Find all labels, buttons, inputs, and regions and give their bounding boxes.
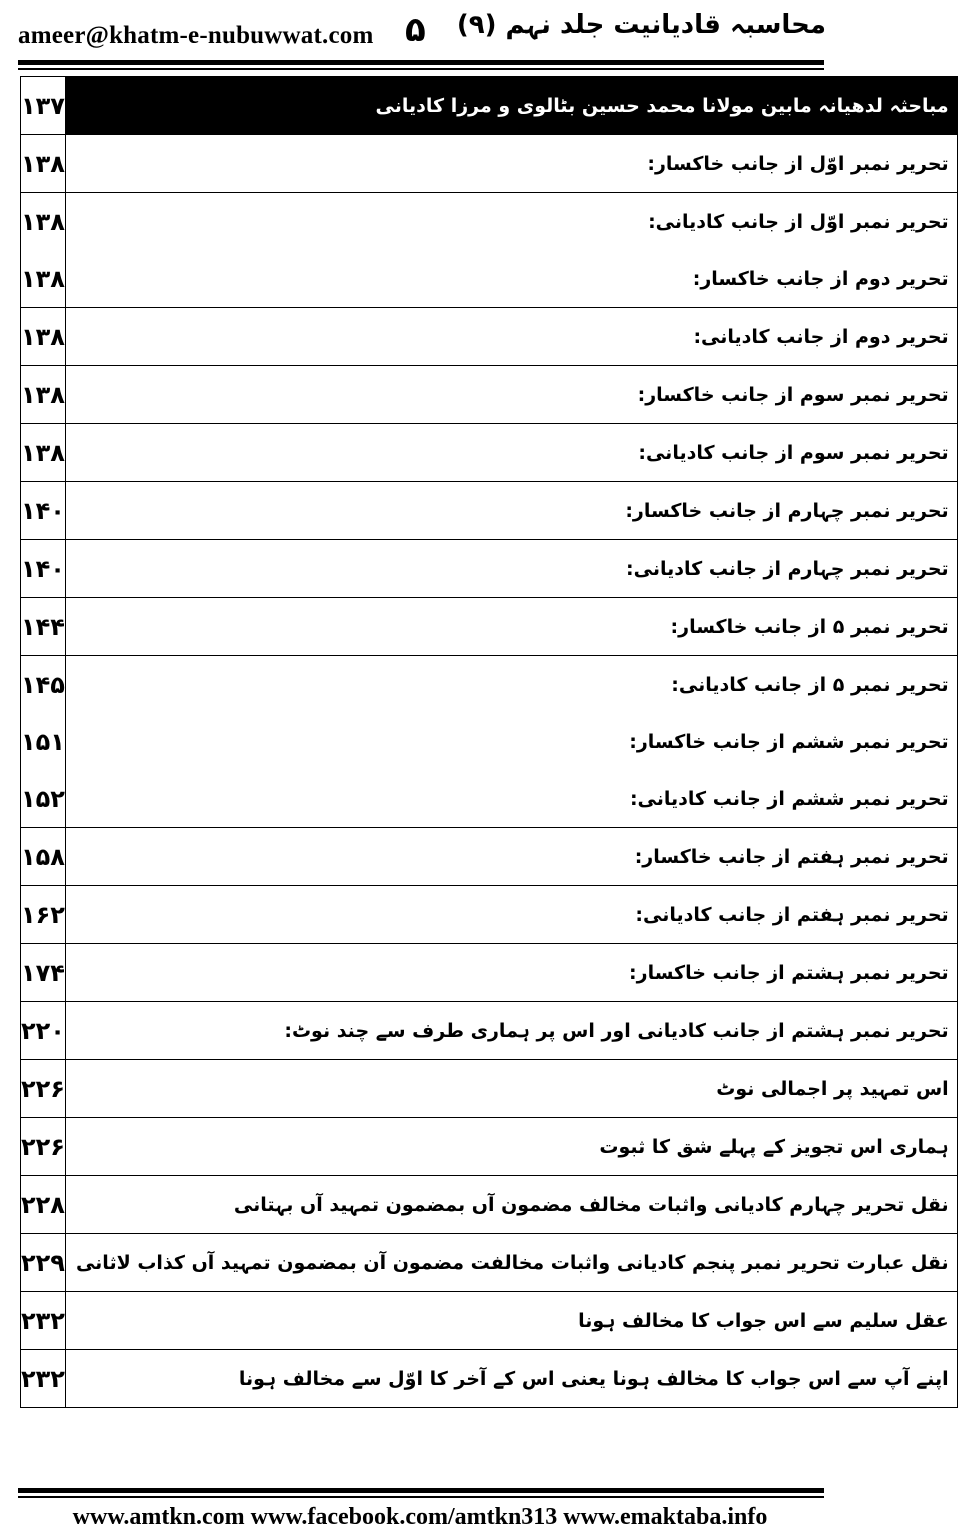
toc-entry-title: تحریر نمبر ششم از جانب خاکسار:: [629, 730, 949, 753]
toc-title-cell: [65, 828, 957, 886]
toc-title-cell: [65, 656, 957, 828]
toc-entry-page: ۲۲۹: [21, 1248, 65, 1277]
toc-page-cell: [21, 944, 66, 1002]
toc-page-cell: [21, 828, 66, 886]
toc-entry-page: ۲۲۶: [21, 1074, 65, 1103]
toc-entry-title: تحریر نمبر ششم از جانب کادیانی:: [629, 787, 949, 810]
toc-row: [21, 944, 958, 1002]
toc-page-cell: [21, 77, 66, 135]
toc-entry-title: تحریر نمبر چہارم از جانب خاکسار:: [625, 499, 949, 522]
toc-page-cell: [21, 656, 66, 828]
toc-title-cell: [65, 308, 957, 366]
toc-entry-title: نقل عبارت تحریر نمبر پنجم کادیانی واثبات مخالفت مضمون آن بمضمون تمہید آں کذاب لاثانی: [75, 1251, 949, 1274]
header-rule-thin: [18, 68, 824, 70]
toc-row: [21, 1234, 958, 1292]
toc-page-cell: [21, 1060, 66, 1118]
toc-entry-page: ۱۳۸: [21, 322, 65, 351]
toc-entry-page: ۱۵۸: [21, 842, 65, 871]
toc-row: [21, 886, 958, 944]
toc-page-cell: [21, 366, 66, 424]
toc-entry-title: تحریر دوم از جانب کادیانی:: [693, 325, 949, 348]
toc-entry-page: ۲۲۰: [21, 1016, 65, 1045]
toc-entry-title: تحریر نمبر ہفتم از جانب کادیانی:: [635, 903, 949, 926]
toc-title-cell: [65, 193, 957, 308]
toc-page-cell: [21, 1292, 66, 1350]
toc-page-cell: [21, 1234, 66, 1292]
toc-entry-title: تحریر نمبر ۵ از جانب خاکسار:: [670, 615, 949, 638]
toc-entry-page: ۱۳۸: [21, 438, 65, 467]
header-rule-thick: [18, 60, 824, 65]
toc-entry-page: ۲۲۸: [21, 1190, 65, 1219]
toc-entry-page: ۱۳۸: [21, 380, 65, 409]
toc-title-cell: [65, 886, 957, 944]
toc-title-cell: [65, 598, 957, 656]
toc-entry-title: تحریر نمبر چہارم از جانب کادیانی:: [626, 557, 949, 580]
toc-entry-title: تحریر نمبر اوّل از جانب خاکسار:: [647, 152, 949, 175]
toc-row: [21, 135, 958, 193]
toc-entry-title: اپنے آپ سے اس جواب کا مخالف ہونا یعنی اس کے آخر کا اوّل سے مخالف ہونا: [238, 1367, 949, 1390]
toc-row: [21, 482, 958, 540]
toc-entry-page: ۱۴۵: [21, 670, 65, 699]
toc-row: [21, 1350, 958, 1408]
toc-page-cell: [21, 1118, 66, 1176]
toc-entry-title: نقل تحریر چہارم کادیانی واثبات مخالف مضمون آں بمضمون تمہید آں بہتانی: [233, 1193, 949, 1216]
toc-entry-page: ۱۶۲: [21, 900, 65, 929]
toc-row: [21, 1292, 958, 1350]
toc-row: [21, 1060, 958, 1118]
toc-page-cell: [21, 1350, 66, 1408]
toc-title-cell: [65, 424, 957, 482]
toc-page-cell: [21, 193, 66, 308]
toc-title-cell: [65, 77, 957, 135]
toc-title-cell: [65, 1176, 957, 1234]
toc-entry-title: تحریر نمبر ہشتم از جانب کادیانی اور اس پر ہماری طرف سے چند نوٹ:: [284, 1019, 949, 1042]
toc-entry-page: ۱۴۰: [21, 496, 65, 525]
toc-entry-page: ۱۳۸: [21, 264, 65, 293]
toc-page-cell: [21, 1176, 66, 1234]
toc-page-cell: [21, 540, 66, 598]
toc-entry-title: تحریر نمبر اوّل از جانب کادیانی:: [648, 210, 949, 233]
toc-title-cell: [65, 482, 957, 540]
toc-entry-page: ۲۳۲: [21, 1306, 65, 1335]
toc-entry-page: ۱۷۴: [21, 958, 65, 987]
toc-page-cell: [21, 424, 66, 482]
toc-entry-page: ۱۵۱: [21, 727, 65, 756]
footer-links: www.amtkn.com www.facebook.com/amtkn313 www.emaktaba.info: [72, 1504, 768, 1530]
toc-entry-title: عقل سلیم سے اس جواب کا مخالف ہونا: [578, 1309, 949, 1332]
toc-row: [21, 1118, 958, 1176]
toc-heading-title: مباحثہ لدھیانہ مابین مولانا محمد حسین بٹالوی و مرزا کادیانی: [375, 94, 949, 117]
toc-row: [21, 598, 958, 656]
footer-rule-thick: [18, 1488, 824, 1493]
toc-entry-page: ۱۵۲: [21, 784, 65, 813]
toc-entry-page: ۱۳۸: [21, 149, 65, 178]
toc-page-cell: [21, 598, 66, 656]
header-email: ameer@khatm-e-nubuwwat.com: [18, 22, 374, 49]
toc-entry-title: تحریر دوم از جانب خاکسار:: [692, 267, 949, 290]
toc-entry-page: ۱۴۰: [21, 554, 65, 583]
toc-page-cell: [21, 1002, 66, 1060]
toc-row: [21, 308, 958, 366]
page-header: [0, 0, 840, 62]
toc-title-cell: [65, 1118, 957, 1176]
toc-entry-title: تحریر نمبر ہشتم از جانب خاکسار:: [629, 961, 949, 984]
toc-row: [21, 193, 958, 308]
toc-entry-page: ۱۴۴: [21, 612, 65, 641]
toc-entry-page: ۱۳۸: [21, 207, 65, 236]
toc-entry-page: ۲۲۶: [21, 1132, 65, 1161]
toc-page-cell: [21, 308, 66, 366]
toc-title-cell: [65, 366, 957, 424]
toc-entry-title: تحریر نمبر ۵ از جانب کادیانی:: [671, 673, 949, 696]
toc-heading-row: [21, 77, 958, 135]
toc-title-cell: [65, 135, 957, 193]
toc-title-cell: [65, 1234, 957, 1292]
toc-entry-title: ہماری اس تجویز کے پہلے شق کا ثبوت: [599, 1135, 949, 1158]
toc-title-cell: [65, 1350, 957, 1408]
toc-page-cell: [21, 886, 66, 944]
footer-rule-thin: [18, 1496, 824, 1498]
toc-entry-title: اس تمہید پر اجمالی نوٹ: [716, 1077, 949, 1100]
toc-title-cell: [65, 944, 957, 1002]
toc-row: [21, 540, 958, 598]
toc-entry-title: تحریر نمبر ہفتم از جانب خاکسار:: [634, 845, 949, 868]
toc-row: [21, 424, 958, 482]
toc-row: [21, 366, 958, 424]
toc-heading-page: ۱۳۷: [21, 91, 65, 120]
toc-row: [21, 1002, 958, 1060]
page-number: ۵: [405, 10, 426, 50]
toc-entry-page: ۲۳۲: [21, 1364, 65, 1393]
toc-row: [21, 828, 958, 886]
toc-title-cell: [65, 1002, 957, 1060]
toc-row: [21, 1176, 958, 1234]
table-of-contents: [20, 76, 958, 1408]
toc-title-cell: [65, 1292, 957, 1350]
toc-row: [21, 656, 958, 828]
toc-title-cell: [65, 1060, 957, 1118]
toc-entry-title: تحریر نمبر سوم از جانب خاکسار:: [637, 383, 949, 406]
book-title: محاسبہ قادیانیت جلد نہم (۹): [456, 10, 826, 40]
toc-title-cell: [65, 540, 957, 598]
toc-page-cell: [21, 135, 66, 193]
toc-page-cell: [21, 482, 66, 540]
toc-entry-title: تحریر نمبر سوم از جانب کادیانی:: [638, 441, 949, 464]
